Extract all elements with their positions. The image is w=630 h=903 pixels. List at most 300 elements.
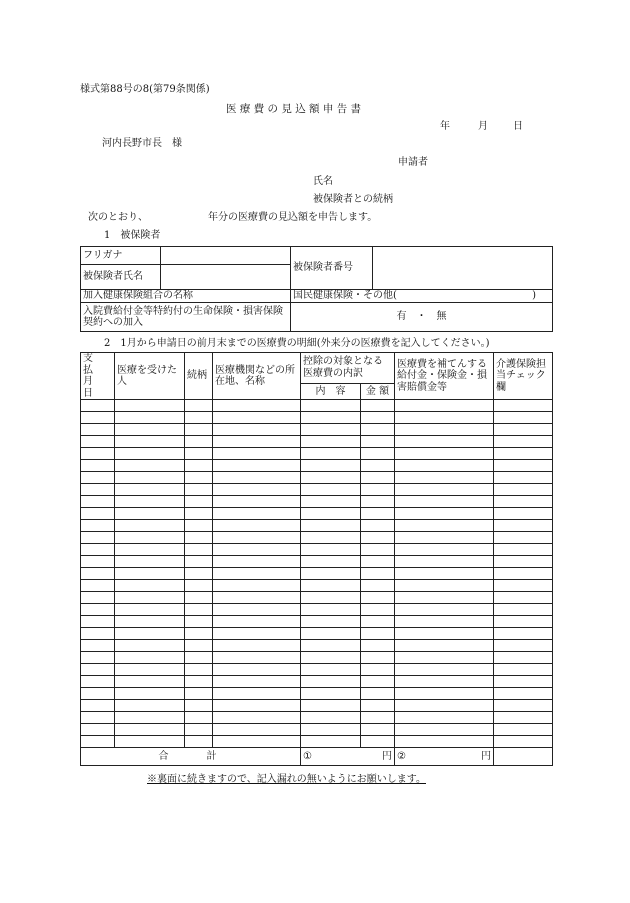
compensation-cell[interactable]	[395, 724, 494, 736]
compensation-cell[interactable]	[395, 664, 494, 676]
col-content: 内 容	[301, 383, 361, 399]
content-cell[interactable]	[301, 700, 361, 712]
patient-cell[interactable]	[115, 496, 185, 508]
payment-date-cell[interactable]	[81, 664, 115, 676]
relation-cell[interactable]	[185, 400, 213, 412]
institution-cell[interactable]	[213, 604, 301, 616]
content-cell[interactable]	[301, 472, 361, 484]
expense-row	[81, 676, 553, 688]
care-check-cell[interactable]	[494, 436, 553, 448]
patient-cell[interactable]	[115, 532, 185, 544]
relation-cell[interactable]	[185, 724, 213, 736]
payment-date-cell[interactable]	[81, 592, 115, 604]
amount-cell[interactable]	[361, 616, 395, 628]
institution-cell[interactable]	[213, 508, 301, 520]
institution-cell[interactable]	[213, 424, 301, 436]
patient-cell[interactable]	[115, 544, 185, 556]
institution-cell[interactable]	[213, 664, 301, 676]
institution-cell[interactable]	[213, 580, 301, 592]
amount-cell[interactable]	[361, 400, 395, 412]
payment-date-cell[interactable]	[81, 460, 115, 472]
insured-number-label: 被保険者番号	[291, 247, 373, 290]
payment-date-cell[interactable]	[81, 436, 115, 448]
compensation-cell[interactable]	[395, 520, 494, 532]
compensation-cell[interactable]	[395, 592, 494, 604]
amount-cell[interactable]	[361, 520, 395, 532]
patient-cell[interactable]	[115, 700, 185, 712]
payment-date-cell[interactable]	[81, 688, 115, 700]
care-check-cell[interactable]	[494, 604, 553, 616]
compensation-cell[interactable]	[395, 544, 494, 556]
institution-cell[interactable]	[213, 688, 301, 700]
care-check-cell[interactable]	[494, 664, 553, 676]
content-cell[interactable]	[301, 676, 361, 688]
expense-row	[81, 640, 553, 652]
care-check-cell[interactable]	[494, 736, 553, 748]
content-cell[interactable]	[301, 496, 361, 508]
care-check-cell[interactable]	[494, 496, 553, 508]
expense-row	[81, 508, 553, 520]
content-cell[interactable]	[301, 688, 361, 700]
care-check-cell[interactable]	[494, 616, 553, 628]
relation-cell[interactable]	[185, 412, 213, 424]
content-cell[interactable]	[301, 424, 361, 436]
union-close-paren: )	[532, 290, 536, 302]
care-check-cell[interactable]	[494, 448, 553, 460]
compensation-cell[interactable]	[395, 448, 494, 460]
declaration-prefix: 次のとおり、	[88, 212, 148, 223]
col-deduction: 控除の対象となる医療費の内訳	[301, 353, 395, 384]
insured-number-input[interactable]	[373, 247, 553, 290]
relation-cell[interactable]	[185, 640, 213, 652]
payment-date-cell[interactable]	[81, 472, 115, 484]
content-cell[interactable]	[301, 592, 361, 604]
institution-cell[interactable]	[213, 520, 301, 532]
expense-row	[81, 616, 553, 628]
patient-cell[interactable]	[115, 472, 185, 484]
rider-options[interactable]: 有 ・ 無	[291, 303, 553, 332]
relation-cell[interactable]	[185, 448, 213, 460]
relation-cell[interactable]	[185, 556, 213, 568]
expense-row	[81, 520, 553, 532]
applicant-label: 申請者	[398, 157, 428, 168]
care-check-cell[interactable]	[494, 724, 553, 736]
institution-cell[interactable]	[213, 712, 301, 724]
payment-date-cell[interactable]	[81, 700, 115, 712]
amount-cell[interactable]	[361, 556, 395, 568]
patient-cell[interactable]	[115, 436, 185, 448]
payment-date-cell[interactable]	[81, 484, 115, 496]
payment-date-cell[interactable]	[81, 640, 115, 652]
total2-mark: ②	[397, 750, 406, 762]
care-check-cell[interactable]	[494, 592, 553, 604]
date-month-label: 月	[478, 121, 488, 132]
section2-heading: 2 1月から申請日の前月末までの医療費の明細(外来分の医療費を記入してください。)	[104, 338, 490, 349]
amount-cell[interactable]	[361, 412, 395, 424]
compensation-cell[interactable]	[395, 484, 494, 496]
amount-cell[interactable]	[361, 580, 395, 592]
relation-cell[interactable]	[185, 436, 213, 448]
care-check-cell[interactable]	[494, 544, 553, 556]
payment-date-cell[interactable]	[81, 736, 115, 748]
relation-cell[interactable]	[185, 568, 213, 580]
payment-date-cell[interactable]	[81, 520, 115, 532]
expense-row	[81, 436, 553, 448]
expense-row	[81, 460, 553, 472]
expense-row	[81, 532, 553, 544]
total1-mark: ①	[303, 750, 312, 762]
content-cell[interactable]	[301, 400, 361, 412]
payment-date-cell[interactable]	[81, 424, 115, 436]
amount-cell[interactable]	[361, 436, 395, 448]
content-cell[interactable]	[301, 604, 361, 616]
expense-row	[81, 556, 553, 568]
patient-cell[interactable]	[115, 556, 185, 568]
care-check-cell[interactable]	[494, 652, 553, 664]
payment-date-cell[interactable]	[81, 448, 115, 460]
compensation-cell[interactable]	[395, 700, 494, 712]
amount-cell[interactable]	[361, 712, 395, 724]
care-check-cell[interactable]	[494, 520, 553, 532]
amount-cell[interactable]	[361, 532, 395, 544]
expense-row	[81, 412, 553, 424]
institution-cell[interactable]	[213, 676, 301, 688]
compensation-cell[interactable]	[395, 496, 494, 508]
care-check-cell[interactable]	[494, 556, 553, 568]
amount-cell[interactable]	[361, 664, 395, 676]
total1-yen: 円	[382, 750, 392, 762]
patient-cell[interactable]	[115, 448, 185, 460]
compensation-cell[interactable]	[395, 736, 494, 748]
payment-date-cell[interactable]	[81, 676, 115, 688]
compensation-cell[interactable]	[395, 508, 494, 520]
care-check-cell[interactable]	[494, 700, 553, 712]
date-year-label: 年	[440, 121, 450, 132]
patient-cell[interactable]	[115, 640, 185, 652]
compensation-cell[interactable]	[395, 556, 494, 568]
amount-cell[interactable]	[361, 496, 395, 508]
institution-cell[interactable]	[213, 640, 301, 652]
compensation-cell[interactable]	[395, 676, 494, 688]
patient-cell[interactable]	[115, 484, 185, 496]
amount-cell[interactable]	[361, 424, 395, 436]
relation-cell[interactable]	[185, 700, 213, 712]
expense-row	[81, 688, 553, 700]
institution-cell[interactable]	[213, 400, 301, 412]
page-title: 医 療 費 の 見 込 額 申 告 書	[226, 103, 362, 115]
relation-cell[interactable]	[185, 676, 213, 688]
relation-cell[interactable]	[185, 580, 213, 592]
care-check-cell[interactable]	[494, 640, 553, 652]
union-name-options[interactable]	[291, 290, 553, 303]
compensation-cell[interactable]	[395, 580, 494, 592]
content-cell[interactable]	[301, 436, 361, 448]
expense-row	[81, 724, 553, 736]
care-check-cell[interactable]	[494, 484, 553, 496]
insured-name-label: 被保険者氏名	[81, 265, 161, 290]
expense-row	[81, 448, 553, 460]
furigana-label: フリガナ	[81, 247, 161, 265]
col-compensation: 医療費を補てんする給付金・保険金・損害賠償金等	[395, 353, 494, 400]
patient-cell[interactable]	[115, 520, 185, 532]
amount-cell[interactable]	[361, 592, 395, 604]
content-cell[interactable]	[301, 580, 361, 592]
payment-date-cell[interactable]	[81, 616, 115, 628]
content-cell[interactable]	[301, 544, 361, 556]
content-cell[interactable]	[301, 568, 361, 580]
insured-name-input[interactable]	[161, 265, 291, 290]
form-number: 様式第88号の8(第79条関係)	[80, 84, 210, 95]
amount-cell[interactable]	[361, 604, 395, 616]
patient-cell[interactable]	[115, 688, 185, 700]
section1-heading: 1 被保険者	[104, 230, 161, 241]
institution-cell[interactable]	[213, 556, 301, 568]
relation-cell[interactable]	[185, 652, 213, 664]
payment-date-cell[interactable]	[81, 508, 115, 520]
expense-row	[81, 424, 553, 436]
amount-cell[interactable]	[361, 568, 395, 580]
content-cell[interactable]	[301, 508, 361, 520]
relation-cell[interactable]	[185, 484, 213, 496]
amount-cell[interactable]	[361, 460, 395, 472]
payment-date-cell[interactable]	[81, 412, 115, 424]
expense-row	[81, 400, 553, 412]
col-payment-date: 支 払 月 日	[81, 353, 115, 400]
compensation-cell[interactable]	[395, 412, 494, 424]
content-cell[interactable]	[301, 724, 361, 736]
relation-cell[interactable]	[185, 460, 213, 472]
total-care-check[interactable]	[494, 748, 553, 766]
relation-cell[interactable]	[185, 592, 213, 604]
compensation-cell[interactable]	[395, 688, 494, 700]
relation-cell[interactable]	[185, 520, 213, 532]
payment-date-cell[interactable]	[81, 580, 115, 592]
expense-row	[81, 628, 553, 640]
total-deduction[interactable]	[301, 748, 395, 766]
care-check-cell[interactable]	[494, 676, 553, 688]
payment-date-cell[interactable]	[81, 568, 115, 580]
institution-cell[interactable]	[213, 544, 301, 556]
col-care-check: 介護保険担当チェック欄	[494, 353, 553, 400]
rider-label: 入院費給付金等特約付の生命保険・損害保険契約への加入	[81, 303, 291, 332]
institution-cell[interactable]	[213, 412, 301, 424]
medical-expense-table	[80, 352, 553, 766]
patient-cell[interactable]	[115, 424, 185, 436]
institution-cell[interactable]	[213, 616, 301, 628]
amount-cell[interactable]	[361, 472, 395, 484]
institution-cell[interactable]	[213, 628, 301, 640]
payment-date-cell[interactable]	[81, 532, 115, 544]
care-check-cell[interactable]	[494, 400, 553, 412]
compensation-cell[interactable]	[395, 652, 494, 664]
content-cell[interactable]	[301, 448, 361, 460]
content-cell[interactable]	[301, 556, 361, 568]
amount-cell[interactable]	[361, 652, 395, 664]
relation-cell[interactable]	[185, 688, 213, 700]
institution-cell[interactable]	[213, 472, 301, 484]
amount-cell[interactable]	[361, 688, 395, 700]
total-label: 合 計	[81, 748, 301, 766]
care-check-cell[interactable]	[494, 580, 553, 592]
payment-date-cell[interactable]	[81, 544, 115, 556]
amount-cell[interactable]	[361, 544, 395, 556]
footer-note: ※裏面に続きますので、記入漏れの無いようにお願いします。	[147, 774, 426, 785]
expense-row	[81, 652, 553, 664]
payment-date-cell[interactable]	[81, 724, 115, 736]
care-check-cell[interactable]	[494, 472, 553, 484]
amount-cell[interactable]	[361, 724, 395, 736]
care-check-cell[interactable]	[494, 508, 553, 520]
name-label: 氏名	[313, 176, 333, 187]
relation-cell[interactable]	[185, 712, 213, 724]
care-check-cell[interactable]	[494, 712, 553, 724]
union-name-label: 加入健康保険組合の名称	[81, 290, 291, 303]
compensation-cell[interactable]	[395, 568, 494, 580]
institution-cell[interactable]	[213, 496, 301, 508]
relation-cell[interactable]	[185, 736, 213, 748]
payment-date-cell[interactable]	[81, 628, 115, 640]
institution-cell[interactable]	[213, 592, 301, 604]
patient-cell[interactable]	[115, 400, 185, 412]
content-cell[interactable]	[301, 664, 361, 676]
union-options-text: 国民健康保険・その他(	[293, 290, 397, 302]
care-check-cell[interactable]	[494, 424, 553, 436]
relation-cell[interactable]	[185, 496, 213, 508]
total2-yen: 円	[481, 750, 491, 762]
expense-row	[81, 472, 553, 484]
content-cell[interactable]	[301, 460, 361, 472]
compensation-cell[interactable]	[395, 628, 494, 640]
expense-row	[81, 712, 553, 724]
total-compensation[interactable]	[395, 748, 494, 766]
compensation-cell[interactable]	[395, 712, 494, 724]
care-check-cell[interactable]	[494, 532, 553, 544]
amount-cell[interactable]	[361, 676, 395, 688]
relation-cell[interactable]	[185, 544, 213, 556]
payment-date-cell[interactable]	[81, 400, 115, 412]
relation-cell[interactable]	[185, 604, 213, 616]
furigana-input[interactable]	[161, 247, 291, 265]
expense-row	[81, 544, 553, 556]
content-cell[interactable]	[301, 736, 361, 748]
relation-label: 被保険者との続柄	[313, 194, 393, 205]
compensation-cell[interactable]	[395, 472, 494, 484]
patient-cell[interactable]	[115, 664, 185, 676]
patient-cell[interactable]	[115, 604, 185, 616]
compensation-cell[interactable]	[395, 436, 494, 448]
amount-cell[interactable]	[361, 628, 395, 640]
amount-cell[interactable]	[361, 700, 395, 712]
col-amount: 金 額	[361, 383, 395, 399]
patient-cell[interactable]	[115, 628, 185, 640]
date-day-label: 日	[513, 121, 523, 132]
institution-cell[interactable]	[213, 460, 301, 472]
content-cell[interactable]	[301, 616, 361, 628]
expense-row	[81, 580, 553, 592]
content-cell[interactable]	[301, 484, 361, 496]
institution-cell[interactable]	[213, 436, 301, 448]
institution-cell[interactable]	[213, 568, 301, 580]
institution-cell[interactable]	[213, 724, 301, 736]
content-cell[interactable]	[301, 532, 361, 544]
payment-date-cell[interactable]	[81, 556, 115, 568]
relation-cell[interactable]	[185, 532, 213, 544]
care-check-cell[interactable]	[494, 412, 553, 424]
patient-cell[interactable]	[115, 724, 185, 736]
declaration-suffix: 年分の医療費の見込額を申告します。	[208, 212, 378, 223]
relation-cell[interactable]	[185, 628, 213, 640]
compensation-cell[interactable]	[395, 532, 494, 544]
payment-date-cell[interactable]	[81, 604, 115, 616]
institution-cell[interactable]	[213, 448, 301, 460]
care-check-cell[interactable]	[494, 568, 553, 580]
patient-cell[interactable]	[115, 736, 185, 748]
amount-cell[interactable]	[361, 640, 395, 652]
expense-row	[81, 736, 553, 748]
institution-cell[interactable]	[213, 484, 301, 496]
compensation-cell[interactable]	[395, 424, 494, 436]
expense-row	[81, 604, 553, 616]
payment-date-cell[interactable]	[81, 712, 115, 724]
expense-row	[81, 700, 553, 712]
relation-cell[interactable]	[185, 616, 213, 628]
patient-cell[interactable]	[115, 460, 185, 472]
content-cell[interactable]	[301, 628, 361, 640]
content-cell[interactable]	[301, 412, 361, 424]
patient-cell[interactable]	[115, 592, 185, 604]
relation-cell[interactable]	[185, 664, 213, 676]
expense-row	[81, 496, 553, 508]
patient-cell[interactable]	[115, 580, 185, 592]
institution-cell[interactable]	[213, 652, 301, 664]
institution-cell[interactable]	[213, 700, 301, 712]
patient-cell[interactable]	[115, 508, 185, 520]
amount-cell[interactable]	[361, 508, 395, 520]
patient-cell[interactable]	[115, 568, 185, 580]
institution-cell[interactable]	[213, 532, 301, 544]
compensation-cell[interactable]	[395, 460, 494, 472]
amount-cell[interactable]	[361, 736, 395, 748]
relation-cell[interactable]	[185, 508, 213, 520]
patient-cell[interactable]	[115, 652, 185, 664]
relation-cell[interactable]	[185, 424, 213, 436]
patient-cell[interactable]	[115, 412, 185, 424]
care-check-cell[interactable]	[494, 628, 553, 640]
patient-cell[interactable]	[115, 676, 185, 688]
compensation-cell[interactable]	[395, 640, 494, 652]
compensation-cell[interactable]	[395, 604, 494, 616]
patient-cell[interactable]	[115, 712, 185, 724]
expense-row	[81, 592, 553, 604]
amount-cell[interactable]	[361, 448, 395, 460]
compensation-cell[interactable]	[395, 616, 494, 628]
content-cell[interactable]	[301, 652, 361, 664]
amount-cell[interactable]	[361, 484, 395, 496]
content-cell[interactable]	[301, 640, 361, 652]
care-check-cell[interactable]	[494, 460, 553, 472]
content-cell[interactable]	[301, 712, 361, 724]
institution-cell[interactable]	[213, 736, 301, 748]
care-check-cell[interactable]	[494, 688, 553, 700]
payment-date-cell[interactable]	[81, 652, 115, 664]
patient-cell[interactable]	[115, 616, 185, 628]
payment-date-cell[interactable]	[81, 496, 115, 508]
addressee: 河内長野市長 様	[102, 138, 182, 149]
relation-cell[interactable]	[185, 472, 213, 484]
compensation-cell[interactable]	[395, 400, 494, 412]
content-cell[interactable]	[301, 520, 361, 532]
insured-table	[80, 246, 553, 332]
